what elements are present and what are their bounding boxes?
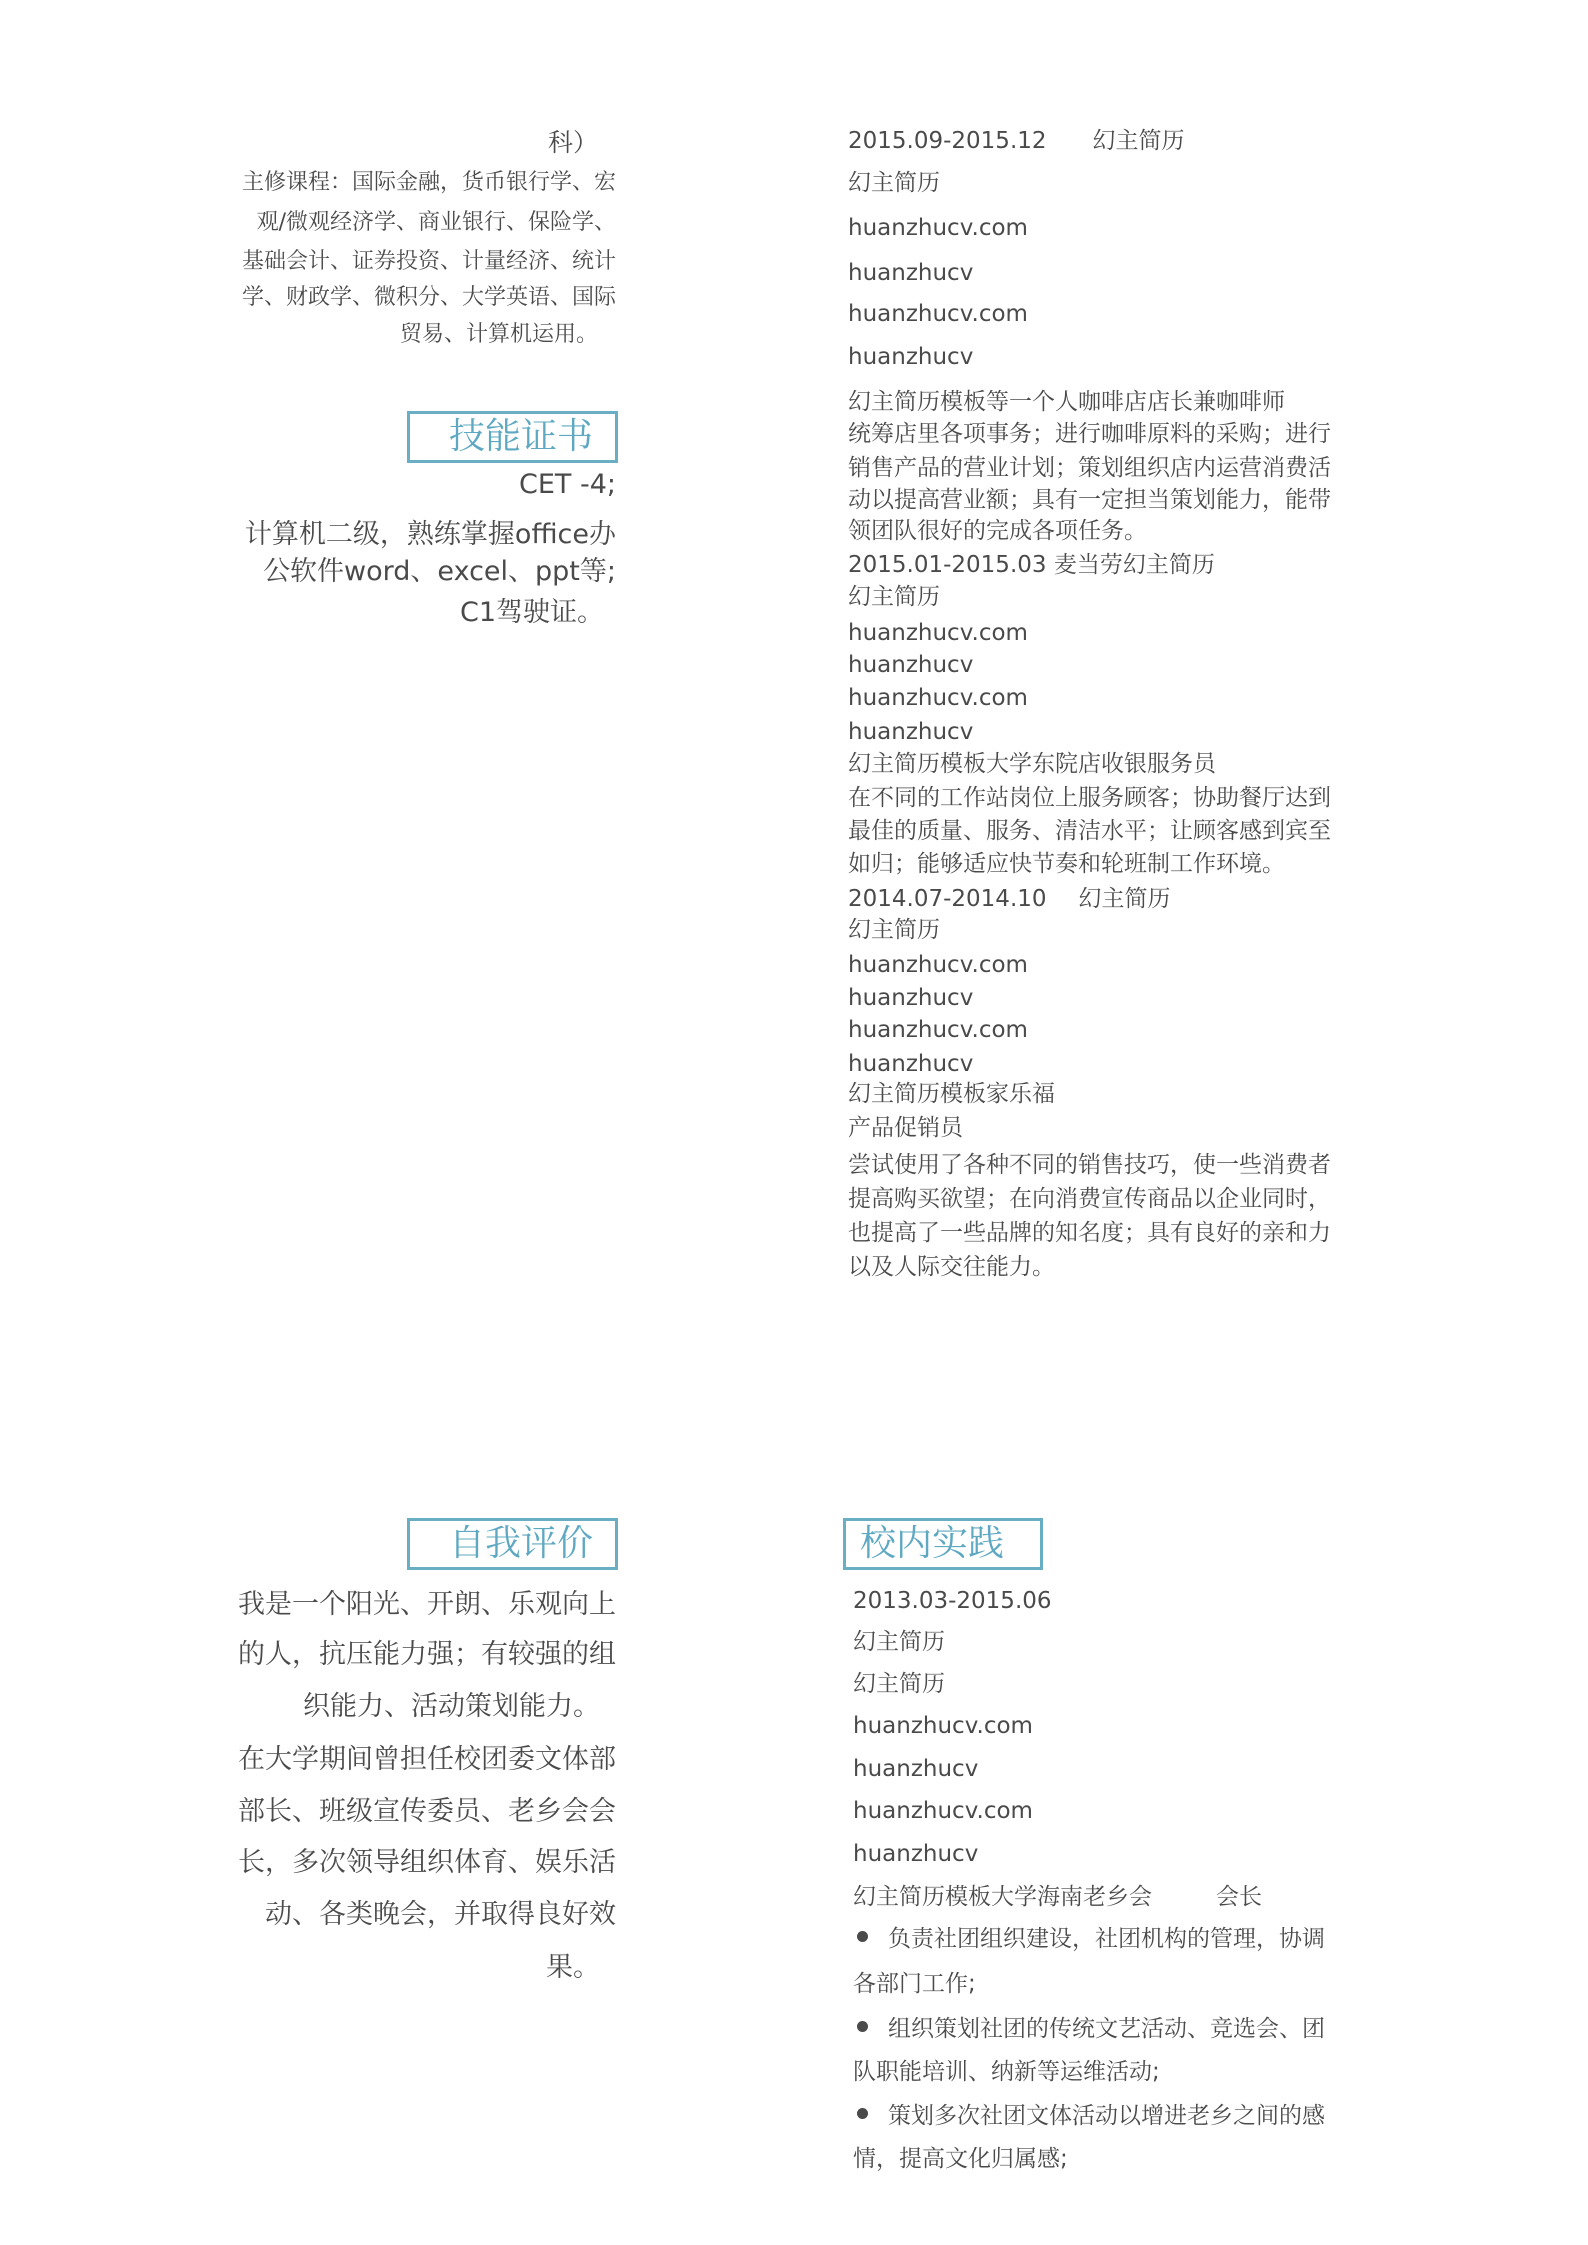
evaluation-line: 长，多次领导组织体育、娱乐活 — [238, 1847, 616, 1878]
experience-description: 领团队很好的完成各项任务。 — [848, 518, 1147, 544]
skill-line: 计算机二级，熟练掌握office办 — [244, 519, 616, 550]
practice-organization: 幻主简历模板大学海南老乡会 — [853, 1884, 1152, 1910]
practice-org-line — [853, 1886, 1262, 1909]
practice-line: huanzhucv.com — [853, 1798, 1033, 1824]
bullet-text: 组织策划社团的传统文艺活动、竞选会、团 — [888, 2016, 1325, 2042]
practice-line: huanzhucv — [853, 1756, 979, 1782]
campus-practice-heading — [843, 1518, 1043, 1570]
experience-line: huanzhucv — [848, 344, 974, 370]
experience-description: 也提高了一些品牌的知名度；具有良好的亲和力 — [848, 1220, 1331, 1246]
courses-line: 基础会计、证券投资、计量经济、统计 — [241, 249, 616, 274]
experience-line: huanzhucv.com — [848, 620, 1028, 646]
experience-line: huanzhucv — [848, 260, 974, 286]
experience-date: 2014.07-2014.10 — [848, 886, 1047, 912]
bullet-text-continued: 队职能培训、纳新等运维活动; — [853, 2059, 1160, 2085]
experience-line: huanzhucv — [848, 1051, 974, 1077]
experience-company: 幻主简历 — [1078, 886, 1171, 912]
bullet-icon — [857, 2021, 868, 2032]
experience-line: huanzhucv — [848, 652, 974, 678]
experience-title-2: 产品促销员 — [848, 1115, 963, 1141]
experience-description: 动以提高营业额；具有一定担当策划能力，能带 — [848, 487, 1331, 513]
evaluation-line: 在大学期间曾担任校团委文体部 — [238, 1744, 616, 1775]
practice-line: huanzhucv — [853, 1841, 979, 1867]
experience-line: huanzhucv — [848, 985, 974, 1011]
practice-date: 2013.03-2015.06 — [853, 1588, 1052, 1614]
experience-description: 以及人际交往能力。 — [848, 1254, 1055, 1280]
experience-description: 如归；能够适应快节奏和轮班制工作环境。 — [848, 851, 1285, 877]
experience-date: 2015.09-2015.12 — [848, 128, 1047, 154]
experience-title: 幻主简历模板等一个人咖啡店店长兼咖啡师 — [848, 389, 1285, 415]
experience-description: 统筹店里各项事务；进行咖啡原料的采购；进行 — [848, 421, 1331, 447]
experience-description: 提高购买欲望；在向消费宣传商品以企业同时， — [848, 1186, 1331, 1212]
practice-line: 幻主简历 — [853, 1671, 945, 1697]
experience-description: 最佳的质量、服务、清洁水平；让顾客感到宾至 — [848, 818, 1331, 844]
experience-line: huanzhucv.com — [848, 952, 1028, 978]
evaluation-line: 果。 — [546, 1952, 600, 1983]
skill-line: 公软件word、excel、ppt等; — [263, 556, 616, 587]
experience-date-line — [848, 130, 1185, 153]
experience-line: huanzhucv.com — [848, 301, 1028, 327]
experience-line: huanzhucv.com — [848, 1017, 1028, 1043]
experience-title: 幻主简历模板大学东院店收银服务员 — [848, 751, 1216, 777]
courses-line: 学、财政学、微积分、大学英语、国际 — [241, 285, 616, 310]
practice-bullet — [853, 2018, 1325, 2041]
evaluation-line: 动、各类晚会，并取得良好效 — [265, 1899, 616, 1930]
bullet-text: 负责社团组织建设，社团机构的管理，协调 — [888, 1926, 1325, 1952]
experience-description: 尝试使用了各种不同的销售技巧，使一些消费者 — [848, 1152, 1331, 1178]
practice-bullet — [853, 2105, 1325, 2128]
experience-company: 幻主简历 — [1092, 128, 1185, 154]
courses-line: 贸易、计算机运用。 — [399, 322, 598, 347]
evaluation-line: 的人，抗压能力强；有较强的组 — [238, 1639, 616, 1670]
experience-line: huanzhucv — [848, 719, 974, 745]
experience-description: 销售产品的营业计划；策划组织店内运营消费活 — [848, 455, 1331, 481]
experience-line: huanzhucv.com — [848, 215, 1028, 241]
bullet-text: 策划多次社团文体活动以增进老乡之间的感 — [888, 2103, 1325, 2129]
bullet-text-continued: 情，提高文化归属感; — [853, 2146, 1068, 2172]
degree-tail: 科） — [547, 128, 598, 157]
experience-line: 幻主简历 — [848, 917, 940, 943]
practice-bullet — [853, 1928, 1325, 1951]
experience-date-line — [848, 888, 1171, 911]
evaluation-line: 织能力、活动策划能力。 — [303, 1691, 600, 1722]
practice-line: huanzhucv.com — [853, 1713, 1033, 1739]
skills-heading-label: 技能证书 — [448, 416, 593, 457]
experience-title: 幻主简历模板家乐福 — [848, 1081, 1055, 1107]
experience-line: 幻主简历 — [848, 170, 940, 196]
bullet-icon — [857, 1931, 868, 1942]
bullet-text-continued: 各部门工作; — [853, 1971, 976, 1997]
skill-line: CET -4; — [518, 469, 616, 500]
campus-practice-heading-label: 校内实践 — [860, 1523, 1005, 1564]
skill-line: C1驾驶证。 — [459, 597, 604, 628]
bullet-icon — [857, 2108, 868, 2119]
self-evaluation-heading-label: 自我评价 — [448, 1523, 593, 1564]
experience-description: 在不同的工作站岗位上服务顾客；协助餐厅达到 — [848, 785, 1331, 811]
courses-line: 主修课程：国际金融，货币银行学、宏 — [241, 170, 616, 195]
evaluation-line: 部长、班级宣传委员、老乡会会 — [238, 1796, 616, 1827]
practice-role: 会长 — [1216, 1884, 1262, 1910]
courses-line: 观/微观经济学、商业银行、保险学、 — [256, 210, 616, 235]
skills-heading — [407, 411, 618, 463]
experience-line: huanzhucv.com — [848, 685, 1028, 711]
evaluation-line: 我是一个阳光、开朗、乐观向上 — [238, 1589, 616, 1620]
practice-line: 幻主简历 — [853, 1629, 945, 1655]
experience-date-line: 2015.01-2015.03 麦当劳幻主简历 — [848, 552, 1215, 578]
self-evaluation-heading — [407, 1518, 618, 1570]
experience-line: 幻主简历 — [848, 584, 940, 610]
